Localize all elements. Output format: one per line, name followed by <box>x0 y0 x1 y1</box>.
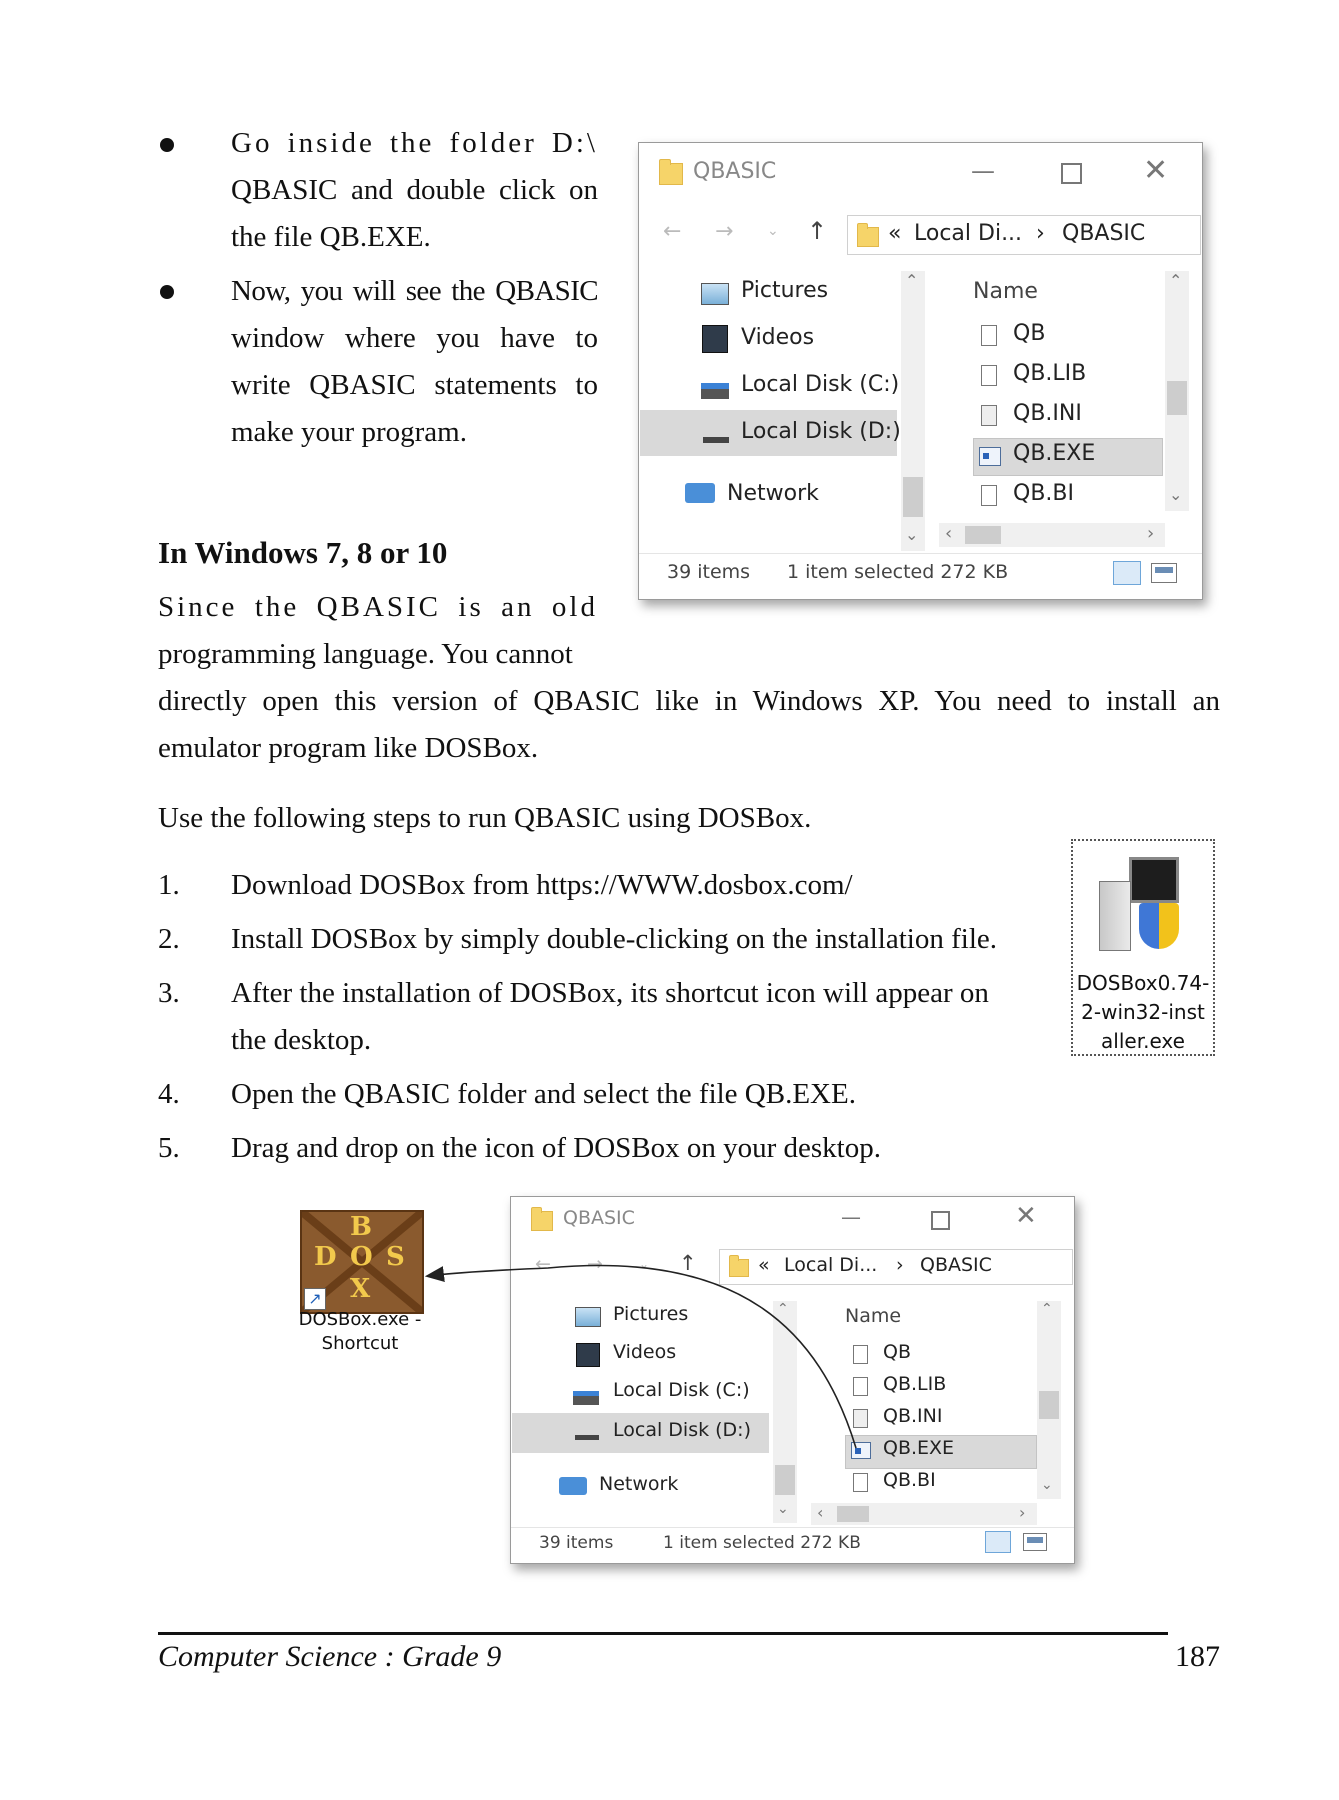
nav-item-local-disk-c[interactable]: Local Disk (C:) <box>741 372 900 397</box>
nav-item-network[interactable]: Network <box>599 1473 679 1495</box>
minimize-icon[interactable]: — <box>971 157 995 185</box>
step-3-text-line-2: the desktop. <box>231 1024 372 1056</box>
up-icon[interactable]: ↑ <box>807 217 828 245</box>
address-bar[interactable] <box>847 215 1201 255</box>
scroll-down-icon[interactable]: ⌄ <box>1169 485 1183 504</box>
exe-file-icon <box>851 1442 871 1459</box>
file-scrollbar[interactable] <box>1165 271 1189 511</box>
para2: Use the following steps to run QBASIC using DOSBox. <box>158 802 812 834</box>
status-selected: 1 item selected 272 KB <box>787 561 1009 583</box>
exe-file-icon <box>979 447 1001 466</box>
bullet-dot <box>160 138 174 152</box>
up-icon[interactable]: ↑ <box>679 1251 697 1275</box>
local-disk-d-icon <box>575 1435 599 1440</box>
file-item[interactable]: QB.EXE <box>883 1437 955 1459</box>
installer-icon-box[interactable] <box>1071 839 1215 1056</box>
bullet-2-line-4: make your program. <box>231 416 467 448</box>
bullet-1-line-1: Go inside the folder D:\ <box>231 127 598 159</box>
step-4-text: Open the QBASIC folder and select the file QB.EXE. <box>231 1078 856 1110</box>
details-view-icon[interactable] <box>985 1531 1011 1553</box>
window-title: QBASIC <box>563 1207 635 1229</box>
footer-book-title: Computer Science : Grade 9 <box>158 1640 502 1673</box>
shortcut-file-icon <box>853 1345 868 1364</box>
status-selected: 1 item selected 272 KB <box>663 1533 861 1553</box>
scroll-thumb[interactable] <box>1167 381 1187 415</box>
explorer-window-1 <box>638 142 1203 600</box>
pictures-icon <box>575 1307 601 1327</box>
file-item[interactable]: QB.EXE <box>1013 441 1096 466</box>
network-icon <box>559 1477 587 1495</box>
folder-icon <box>857 227 879 247</box>
dosbox-letter: O <box>350 1242 373 1272</box>
bullet-dot <box>160 285 174 299</box>
lib-file-icon <box>853 1377 868 1396</box>
scroll-left-icon[interactable]: ‹ <box>817 1503 824 1522</box>
scroll-left-icon[interactable]: ‹ <box>945 523 953 544</box>
file-item[interactable]: QB.LIB <box>883 1373 947 1395</box>
status-item-count: 39 items <box>667 561 751 583</box>
close-icon[interactable]: ✕ <box>1015 1201 1037 1231</box>
file-hscrollbar[interactable] <box>939 523 1165 547</box>
local-disk-c-icon <box>573 1391 599 1405</box>
address-part[interactable]: Local Di... <box>914 221 1023 246</box>
dosbox-letter: S <box>386 1242 405 1272</box>
nav-item-videos[interactable]: Videos <box>613 1341 677 1363</box>
explorer-window-2 <box>510 1196 1075 1564</box>
bullet-2-line-2: window where you have to <box>231 322 598 354</box>
section-heading: In Windows 7, 8 or 10 <box>158 535 448 570</box>
nav-item-pictures[interactable]: Pictures <box>613 1303 689 1325</box>
back-icon[interactable]: ← <box>663 219 682 244</box>
scroll-thumb[interactable] <box>903 477 923 517</box>
page-number: 187 <box>1175 1640 1220 1673</box>
lib-file-icon <box>981 365 997 386</box>
file-item[interactable]: QB <box>883 1341 911 1363</box>
installer-monitor-icon <box>1129 857 1179 903</box>
close-icon[interactable]: ✕ <box>1143 153 1169 188</box>
step-2-text: Install DOSBox by simply double-clicking on the installation file. <box>231 923 997 955</box>
file-item[interactable]: QB <box>1013 321 1046 346</box>
minimize-icon[interactable]: — <box>841 1205 861 1229</box>
step-1-text: Download DOSBox from https://WWW.dosbox.com/ <box>231 869 853 901</box>
step-5-number: 5. <box>158 1132 180 1164</box>
ini-file-icon <box>853 1409 868 1428</box>
scroll-right-icon[interactable]: › <box>1147 523 1155 544</box>
name-column-header[interactable]: Name <box>973 279 1038 304</box>
dosbox-shortcut-icon[interactable] <box>300 1210 424 1314</box>
file-scrollbar[interactable] <box>1037 1301 1061 1499</box>
name-column-header[interactable]: Name <box>845 1305 902 1327</box>
file-item[interactable]: QB.INI <box>883 1405 943 1427</box>
nav-item-local-disk-d[interactable]: Local Disk (D:) <box>741 419 901 444</box>
dosbox-letter: X <box>350 1274 371 1304</box>
dosbox-letter: D <box>314 1242 337 1272</box>
step-3-text-line-1: After the installation of DOSBox, its shortcut icon will appear on <box>231 977 989 1009</box>
scroll-up-icon[interactable]: ⌃ <box>1169 271 1183 290</box>
scroll-right-icon[interactable]: › <box>1019 1503 1026 1522</box>
scroll-down-icon[interactable]: ⌄ <box>777 1501 789 1517</box>
installer-computer-icon <box>1099 881 1131 951</box>
address-prefix: « <box>758 1254 770 1276</box>
scroll-thumb[interactable] <box>775 1465 795 1495</box>
nav-item-network[interactable]: Network <box>727 481 819 506</box>
history-dropdown-icon[interactable]: ⌄ <box>639 1257 650 1271</box>
file-item[interactable]: QB.INI <box>1013 401 1082 426</box>
scroll-up-icon[interactable]: ⌃ <box>1041 1301 1053 1317</box>
step-4-number: 4. <box>158 1078 180 1110</box>
details-view-icon[interactable] <box>1113 561 1141 585</box>
bullet-1-line-2: QBASIC and double click on <box>231 174 598 206</box>
installer-label-line-2: 2-win32-inst <box>1081 1000 1205 1024</box>
maximize-icon[interactable] <box>1061 163 1082 184</box>
bi-file-icon <box>853 1473 868 1492</box>
address-bar[interactable] <box>719 1249 1073 1285</box>
scroll-up-icon[interactable]: ⌃ <box>777 1301 789 1317</box>
back-icon[interactable]: ← <box>535 1253 551 1275</box>
bullet-2-line-3: write QBASIC statements to <box>231 369 598 401</box>
footer-rule <box>158 1632 1168 1635</box>
nav-item-videos[interactable]: Videos <box>741 325 815 350</box>
step-3-number: 3. <box>158 977 180 1009</box>
para1-line-4: emulator program like DOSBox. <box>158 732 539 764</box>
para1-line-2: programming language. You cannot <box>158 638 573 670</box>
shortcut-arrow-icon: ↗ <box>304 1288 326 1310</box>
local-disk-d-icon <box>703 437 729 443</box>
large-icons-view-icon[interactable] <box>1151 563 1177 583</box>
history-dropdown-icon[interactable]: ⌄ <box>767 223 779 239</box>
installer-label-line-1: DOSBox0.74- <box>1076 971 1210 995</box>
file-item[interactable]: QB.LIB <box>1013 361 1087 386</box>
dosbox-letter: B <box>350 1212 372 1242</box>
bi-file-icon <box>981 485 997 506</box>
scroll-down-icon[interactable]: ⌄ <box>905 525 919 544</box>
nav-scrollbar[interactable] <box>901 271 925 551</box>
status-divider <box>511 1527 1074 1528</box>
uac-shield-icon <box>1139 903 1179 949</box>
shortcut-file-icon <box>981 325 997 346</box>
folder-icon <box>531 1211 553 1231</box>
bullet-1-line-3: the file QB.EXE. <box>231 221 431 253</box>
forward-icon[interactable]: → <box>715 219 734 244</box>
address-part[interactable]: Local Di... <box>784 1254 878 1276</box>
ini-file-icon <box>981 405 997 426</box>
scroll-up-icon[interactable]: ⌃ <box>905 271 919 290</box>
window-title: QBASIC <box>693 159 777 184</box>
file-item[interactable]: QB.BI <box>883 1469 936 1491</box>
step-2-number: 2. <box>158 923 180 955</box>
nav-item-pictures[interactable]: Pictures <box>741 278 829 303</box>
address-separator: › <box>896 1254 904 1276</box>
scroll-thumb[interactable] <box>965 526 1001 544</box>
installer-label-line-3: aller.exe <box>1101 1029 1185 1053</box>
videos-icon <box>576 1343 600 1367</box>
para1-line-3: directly open this version of QBASIC like in Windows XP. You need to install an <box>158 685 1220 717</box>
scroll-thumb[interactable] <box>837 1506 869 1522</box>
status-divider <box>639 553 1202 554</box>
step-1-number: 1. <box>158 869 180 901</box>
forward-icon[interactable]: → <box>587 1253 603 1275</box>
pictures-icon <box>701 283 729 305</box>
para1-line-1: Since the QBASIC is an old <box>158 591 598 623</box>
maximize-icon[interactable] <box>931 1211 950 1230</box>
nav-scrollbar[interactable] <box>773 1301 797 1523</box>
status-item-count: 39 items <box>539 1533 614 1553</box>
network-icon <box>685 483 715 503</box>
scroll-thumb[interactable] <box>1039 1391 1059 1419</box>
address-prefix: « <box>888 221 902 246</box>
folder-icon <box>729 1259 749 1277</box>
file-hscrollbar[interactable] <box>811 1503 1037 1525</box>
scroll-down-icon[interactable]: ⌄ <box>1041 1477 1053 1493</box>
nav-item-local-disk-d[interactable]: Local Disk (D:) <box>613 1419 751 1441</box>
address-part[interactable]: QBASIC <box>1062 221 1146 246</box>
address-separator: › <box>1036 221 1045 246</box>
file-item[interactable]: QB.BI <box>1013 481 1074 506</box>
shortcut-label-line-2: Shortcut <box>321 1333 399 1354</box>
shortcut-label-line-1: DOSBox.exe - <box>298 1309 422 1330</box>
folder-icon <box>659 163 683 185</box>
large-icons-view-icon[interactable] <box>1023 1533 1047 1551</box>
address-part[interactable]: QBASIC <box>920 1254 992 1276</box>
nav-item-local-disk-c[interactable]: Local Disk (C:) <box>613 1379 750 1401</box>
videos-icon <box>702 325 728 353</box>
step-5-text: Drag and drop on the icon of DOSBox on your desktop. <box>231 1132 881 1164</box>
local-disk-c-icon <box>701 383 729 399</box>
bullet-2-line-1: Now, you will see the QBASIC <box>231 275 598 307</box>
